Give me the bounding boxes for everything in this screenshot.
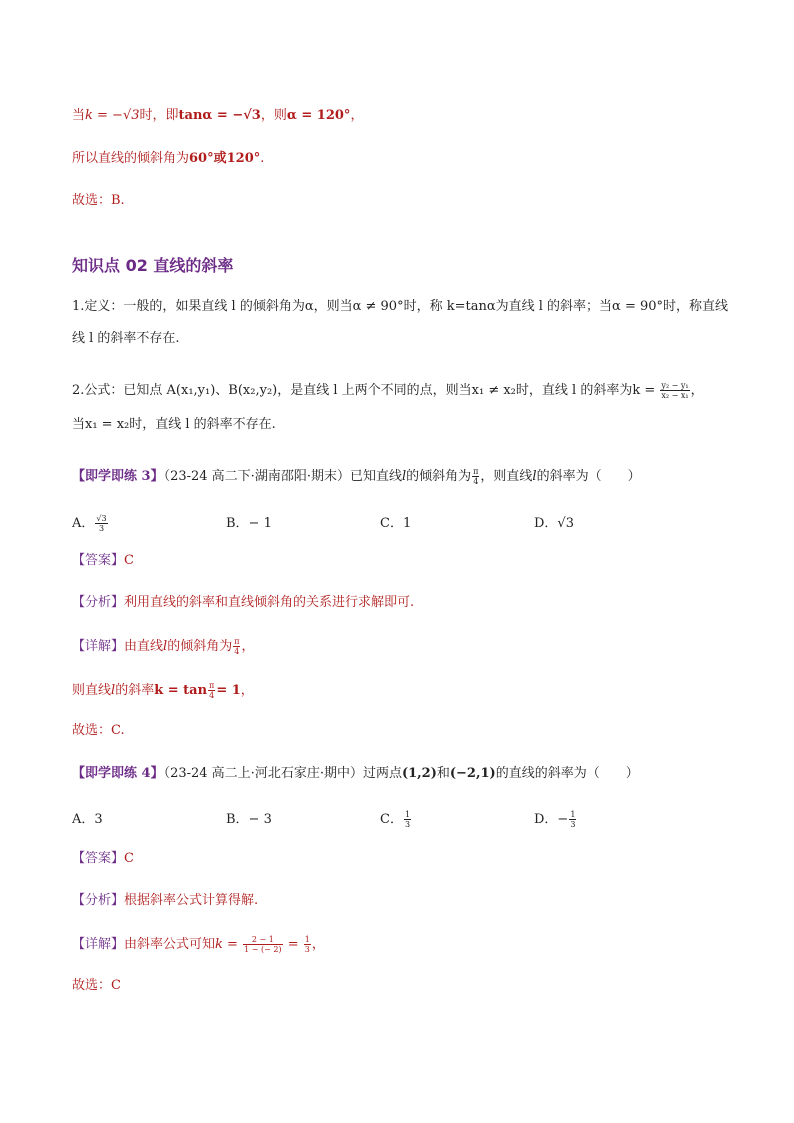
top-line-2: [72, 150, 264, 168]
definition-line-2: 线 l 的斜率不存在.: [72, 331, 180, 346]
fraction-denominator: x₂ − x₁: [661, 391, 689, 400]
option-c[interactable]: C．1: [380, 516, 412, 531]
text: ，: [690, 383, 704, 398]
math-tan: tanα = −√3: [178, 108, 261, 123]
fraction-numerator: 1: [304, 935, 310, 944]
text: ，: [350, 108, 364, 123]
text: 和: [436, 766, 450, 781]
formula-line-2: 当x₁ = x₂时，直线 l 的斜率不存在.: [72, 417, 276, 432]
text: 2.公式：已知点 A(x₁,y₁)、B(x₂,y₂)，是直线 l 上两个不同的点，则当x₁ ≠ x₂时，直线 l 的斜率为k =: [72, 383, 656, 398]
analysis-text: 利用直线的斜率和直线倾斜角的关系进行求解即可.: [124, 595, 415, 610]
fraction-numerator: π: [234, 637, 240, 646]
math-result: = 1: [216, 683, 241, 698]
fraction-numerator: 1: [570, 810, 576, 819]
question-4-final: 故选：C: [72, 978, 121, 993]
slope-fraction: [660, 381, 689, 400]
math-tan: k = tan: [154, 683, 208, 698]
math-point-1: (1,2): [401, 766, 437, 781]
option-label: C．: [380, 812, 403, 827]
text: （23-24 高二下·湖南邵阳·期末）已知直线: [163, 469, 402, 484]
text: 的倾斜角为: [167, 639, 233, 654]
text: .: [260, 151, 265, 166]
text: 的直线的斜率为（ ）: [495, 766, 639, 781]
text: ，则直线: [480, 469, 533, 484]
text: 则直线: [72, 683, 112, 698]
fraction-numerator: 1: [404, 810, 411, 819]
angle-fraction: [233, 637, 240, 656]
question-tag: 【即学即练 3】: [72, 469, 164, 484]
text: 所以直线的倾斜角为: [72, 151, 190, 166]
analysis-text: 根据斜率公式计算得解.: [124, 893, 259, 908]
formula-line-1: [72, 381, 704, 400]
option-b[interactable]: B．− 3: [226, 812, 272, 827]
text: ，: [241, 639, 255, 654]
question-3-detail-line-2: [72, 681, 254, 700]
answer-tag: 【答案】: [72, 553, 125, 568]
top-line-3: 故选：B.: [72, 193, 125, 208]
fraction-denominator: 3: [570, 820, 576, 829]
option-d[interactable]: [534, 808, 577, 829]
fraction-denominator: 4: [209, 691, 215, 700]
option-fraction: [404, 810, 411, 829]
detail-tag: 【详解】: [72, 639, 125, 654]
math-l: l: [163, 639, 168, 654]
answer-value: C: [124, 851, 134, 866]
detail-tag: 【详解】: [72, 937, 125, 952]
fraction-denominator: 3: [98, 524, 105, 533]
fraction-denominator: 3: [304, 945, 310, 954]
question-3-final: 故选：C.: [72, 723, 125, 738]
text: 由斜率公式可知: [124, 937, 216, 952]
option-d[interactable]: D．√3: [534, 516, 574, 531]
question-3-options: [72, 512, 712, 533]
answer-tag: 【答案】: [72, 851, 125, 866]
analysis-tag: 【分析】: [72, 893, 125, 908]
slope-fraction: [243, 935, 282, 954]
fraction-numerator: y₂ − y₁: [661, 381, 689, 390]
angle-fraction: [472, 467, 479, 486]
text: 的斜率为（ ）: [536, 469, 641, 484]
fraction-numerator: √3: [96, 514, 107, 523]
question-4-options: [72, 808, 712, 829]
text: ，: [240, 683, 254, 698]
definition-line-1: 1.定义：一般的，如果直线 l 的倾斜角为α，则当α ≠ 90°时，称 k=tanα为直线 l 的斜率；当α = 90°时，称直线: [72, 299, 729, 314]
math-k: k = −√3: [85, 108, 140, 123]
question-3-stem: [72, 467, 641, 486]
option-fraction: [95, 514, 107, 533]
math-alpha: α = 120°: [286, 108, 351, 123]
option-label: A．: [72, 516, 95, 531]
fraction-numerator: π: [209, 681, 215, 690]
answer-value: C: [124, 553, 134, 568]
option-c[interactable]: [380, 808, 412, 829]
math-l: l: [401, 469, 407, 484]
question-4-answer: [72, 850, 134, 868]
option-label: D．−: [534, 812, 569, 827]
fraction-denominator: 4: [473, 477, 479, 486]
question-4-detail: [72, 935, 325, 954]
option-a[interactable]: A．3: [72, 812, 103, 827]
text: 由直线: [124, 639, 164, 654]
question-3-answer: [72, 552, 134, 570]
fraction-denominator: 4: [234, 647, 240, 656]
text: 的倾斜角为: [406, 469, 472, 484]
math-point-2: (−2,1): [449, 766, 496, 781]
math-k: k =: [215, 937, 238, 952]
question-3-detail: [72, 637, 255, 656]
text: （23-24 高二上·河北石家庄·期中）过两点: [163, 766, 402, 781]
text: 时，即: [139, 108, 179, 123]
text: ，: [311, 937, 325, 952]
fraction-numerator: 2 − 1: [243, 935, 282, 945]
angle-fraction: [208, 681, 215, 700]
equals-sign: =: [287, 937, 299, 952]
math-l: l: [111, 683, 116, 698]
option-fraction: [569, 810, 576, 829]
math-angles: 60°或120°: [189, 151, 261, 166]
analysis-tag: 【分析】: [72, 595, 125, 610]
question-4-analysis: [72, 892, 258, 910]
fraction-numerator: π: [473, 467, 479, 476]
question-tag: 【即学即练 4】: [72, 766, 164, 781]
question-3-analysis: [72, 594, 414, 612]
option-a[interactable]: [72, 512, 109, 533]
top-line-1: [72, 107, 363, 125]
math-l: l: [532, 469, 537, 484]
section-heading: 知识点 02 直线的斜率: [72, 256, 234, 275]
fraction-denominator: 1 − (− 2): [244, 945, 282, 954]
option-b[interactable]: B．− 1: [226, 516, 272, 531]
text: 的斜率: [115, 683, 155, 698]
result-fraction: [304, 935, 311, 954]
text: ，则: [260, 108, 287, 123]
text: 当: [72, 108, 86, 123]
fraction-denominator: 3: [404, 820, 411, 829]
question-4-stem: [72, 765, 639, 783]
